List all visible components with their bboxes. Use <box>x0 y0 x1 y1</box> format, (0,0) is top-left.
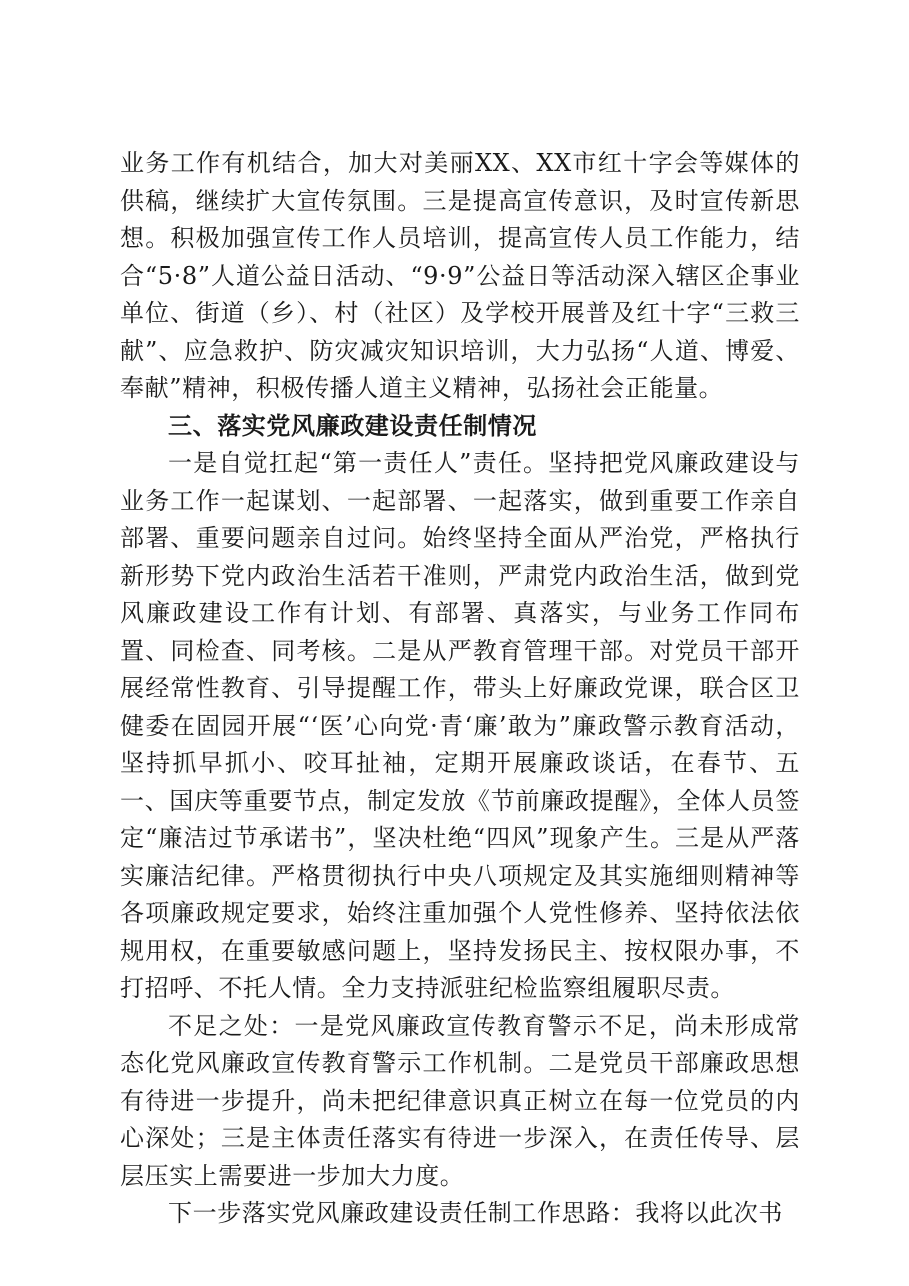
paragraph-shortcomings: 不足之处：一是党风廉政宣传教育警示不足，尚未形成常态化党风廉政宣传教育警示工作机制。二是党员干部廉政思想有待进一步提升，尚未把纪律意识真正树立在每一位党员的内心深处；三是主体责任落实有待进一步深入，在责任传导、层层压实上需要进一步加大力度。 <box>120 1011 800 1190</box>
section-heading-3: 三、落实党风廉政建设责任制情况 <box>168 411 537 440</box>
paragraph-publicity-continued: 业务工作有机结合，加大对美丽XX、XX市红十字会等媒体的供稿，继续扩大宣传氛围。三是提高宣传意识，及时宣传新思想。积极加强宣传工作人员培训，提高宣传人员工作能力，结合“5·8”人道公益日活动、“9·9”公益日等活动深入辖区企事业单位、街道（乡）、村（社区）及学校开展普及红十字“三救三献”、应急救护、防灾减灾知识培训，大力弘扬“人道、博爱、奉献”精神，积极传播人道主义精神，弘扬社会正能量。 <box>120 149 800 402</box>
document-body <box>120 145 800 1233</box>
paragraph-responsibility: 一是自觉扛起“第一责任人”责任。坚持把党风廉政建设与业务工作一起谋划、一起部署、一起落实，做到重要工作亲自部署、重要问题亲自过问。始终坚持全面从严治党，严格执行新形势下党内政治生活若干准则，严肃党内政治生活，做到党风廉政建设工作有计划、有部署、真落实，与业务工作同布置、同检查、同考核。二是从严教育管理干部。对党员干部开展经常性教育、引导提醒工作，带头上好廉政党课，联合区卫健委在固园开展“‘医’心向党·青‘廉’敢为”廉政警示教育活动，坚持抓早抓小、咬耳扯袖，定期开展廉政谈话，在春节、五一、国庆等重要节点，制定发放《节前廉政提醒》，全体人员签定“廉洁过节承诺书”，坚决杜绝“四风”现象产生。三是从严落实廉洁纪律。严格贯彻执行中央八项规定及其实施细则精神等各项廉政规定要求，始终注重加强个人党性修养、坚持依法依规用权，在重要敏感问题上，坚持发扬民主、按权限办事，不打招呼、不托人情。全力支持派驻纪检监察组履职尽责。 <box>120 449 800 1002</box>
paragraph-next-steps: 下一步落实党风廉政建设责任制工作思路：我将以此次书 <box>168 1199 783 1227</box>
